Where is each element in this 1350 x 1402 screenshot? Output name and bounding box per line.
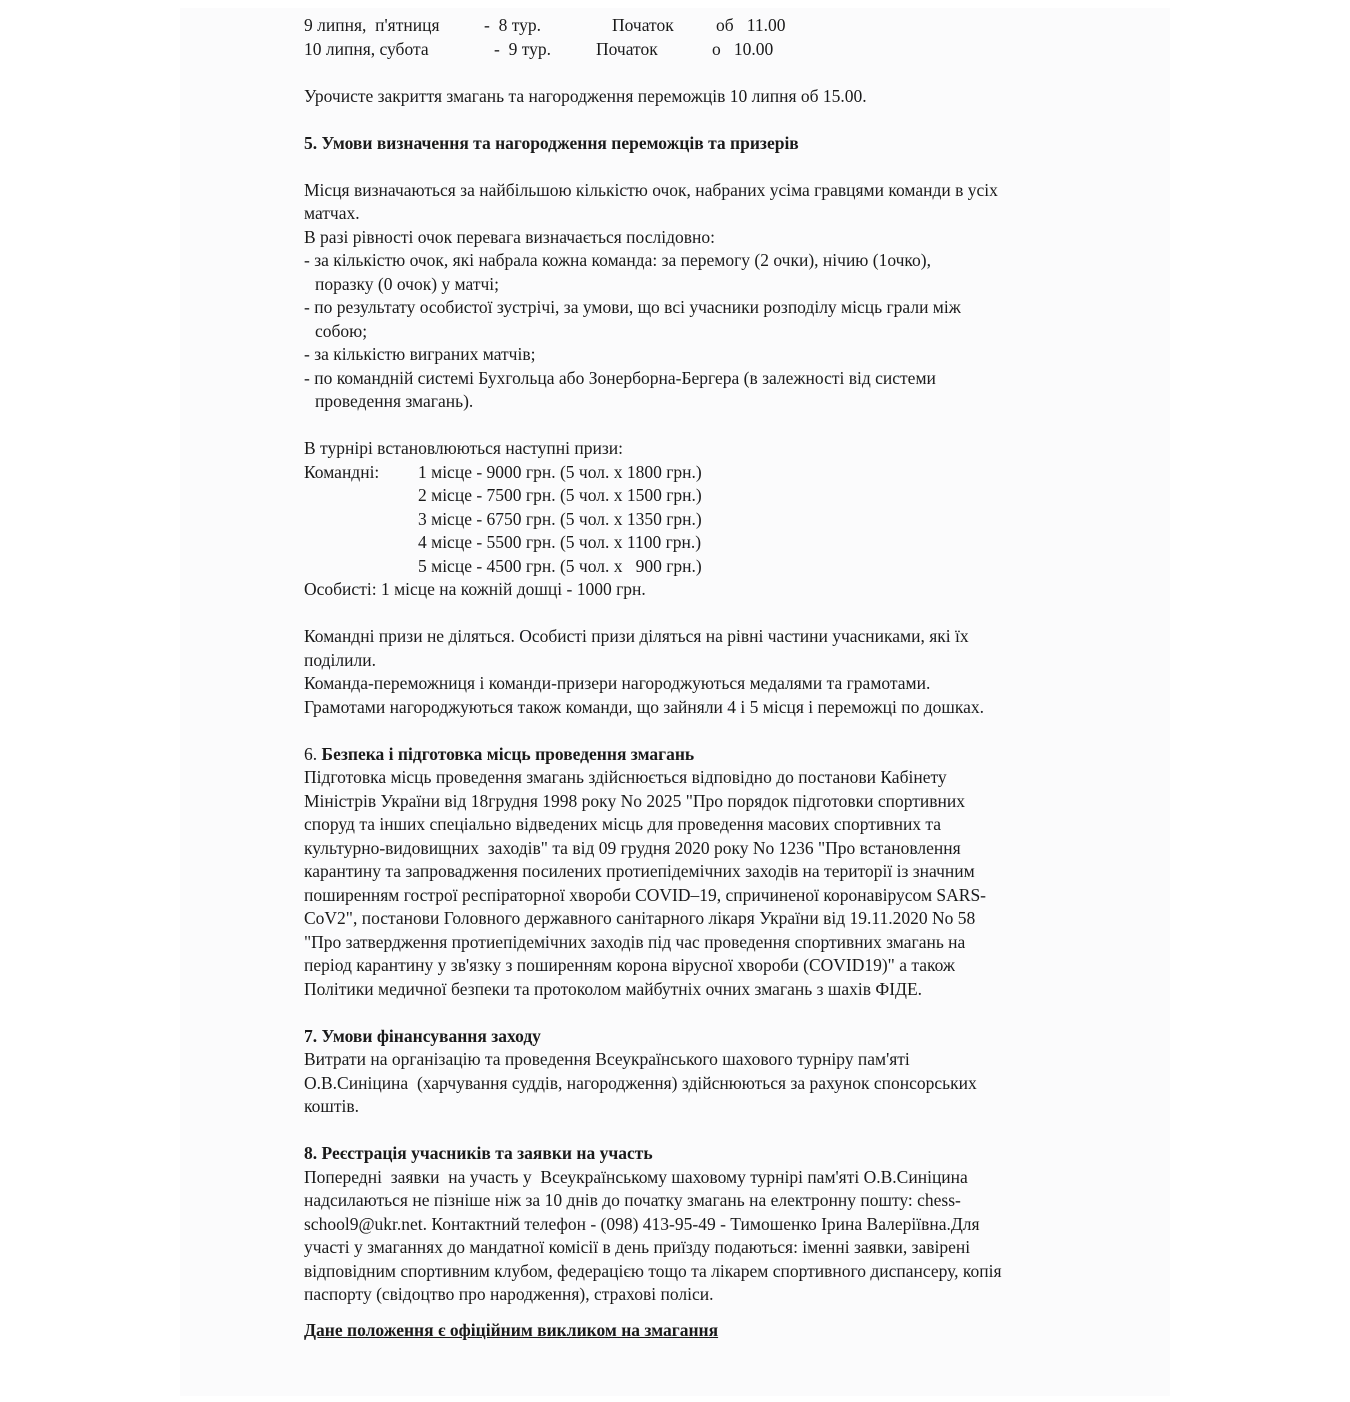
prize-row: 3 місце - 6750 грн. (5 чол. х 1350 грн.) (418, 508, 702, 529)
paragraph-line: культурно-видовищних заходів" та від 09 грудня 2020 року No 1236 "Про встановлення (304, 837, 961, 858)
paragraph-line: споруд та інших спеціально відведених місць для проведення масових спортивних та (304, 814, 942, 834)
list-item: - по командній системі Бухгольца або Зонерборна-Бергера (в залежності від системи (304, 367, 936, 388)
paragraph-line: "Про затвердження протиепідемічних заходів під час проведення спортивних змагань на (304, 931, 966, 952)
schedule-row: 9 липня, п'ятниця - 8 тур. Початок об 11.00 (304, 15, 786, 35)
section-8-heading: 8. Реєстрація учасників та заявки на участь (304, 1143, 653, 1163)
paragraph: поділили. (304, 649, 376, 670)
paragraph-line: Політики медичної безпеки та протоколом майбутніх очних змагань з шахів ФІДЕ. (304, 978, 923, 999)
paragraph-line: поширенням гострої респіраторної хвороби COVID–19, спричиненої коронавірусом SARS- (304, 884, 987, 905)
prizes-intro: В турнірі встановлюються наступні призи: (304, 438, 624, 458)
paragraph: Командні призи не діляться. Особисті призи діляться на рівні частини учасниками, які їх (304, 626, 969, 646)
prize-row: 5 місце - 4500 грн. (5 чол. х 900 грн.) (418, 555, 702, 576)
paragraph-line: Витрати на організацію та проведення Всеукраїнського шахового турніру пам'яті (304, 1049, 910, 1069)
paragraph: Команда-переможниця і команди-призери нагороджуються медалями та грамотами. (304, 673, 931, 693)
section-5-heading: 5. Умови визначення та нагородження переможців та призерів (304, 132, 799, 153)
list-item: - за кількістю очок, які набрала кожна команда: за перемогу (2 очки), нічию (1очко), (304, 250, 932, 270)
paragraph-line: О.В.Синіцина (харчування суддів, нагородження) здійснюються за рахунок спонсорських (304, 1072, 977, 1093)
paragraph: В разі рівності очок перевага визначається послідовно: (304, 226, 715, 247)
paragraph-line: Підготовка місць проведення змагань здійснюється відповідно до постанови Кабінету (304, 767, 947, 787)
paragraph-line: участі у змаганнях до мандатної комісії в день приїзду подаються: іменні заявки, завірені (304, 1237, 971, 1257)
paragraph-line: CoV2", постанови Головного державного санітарного лікаря України від 19.11.2020 No 58 (304, 908, 976, 928)
team-prizes (304, 461, 1124, 579)
prize-row: 2 місце - 7500 грн. (5 чол. х 1500 грн.) (418, 485, 702, 505)
paragraph: матчах. (304, 203, 360, 223)
paragraph-line: період карантину у зв'язку з поширенням корона вірусної хвороби (COVID19)" а також (304, 955, 955, 975)
paragraph: Грамотами нагороджуються також команди, що зайняли 4 і 5 місця і переможці по дошках. (304, 696, 984, 717)
paragraph-line: відповідним спортивним клубом, федерацією тощо та лікарем спортивного диспансеру, копія (304, 1260, 1002, 1281)
paragraph-line: коштів. (304, 1096, 359, 1116)
list-item-cont: собою; (315, 320, 368, 341)
paragraph-line: Попередні заявки на участь у Всеукраїнському шаховому турнірі пам'яті О.В.Синіцина (304, 1166, 968, 1187)
official-call-footer: Дане положення є офіційним викликом на змагання (304, 1319, 719, 1340)
prize-row: Командні: 1 місце - 9000 грн. (5 чол. х 1800 грн.) (304, 461, 702, 482)
closing-ceremony: Урочисте закриття змагань та нагородження переможців 10 липня об 15.00. (304, 85, 867, 106)
paragraph-line: Міністрів України від 18грудня 1998 року No 2025 "Про порядок підготовки спортивних (304, 790, 966, 811)
personal-prizes: Особисті: 1 місце на кожній дошці - 1000 грн. (304, 579, 646, 599)
paragraph-line: надсилаються не пізніше ніж за 10 днів до початку змагань на електронну пошту: chess- (304, 1190, 961, 1210)
schedule-row: 10 липня, субота - 9 тур. Початок о 10.00 (304, 38, 774, 59)
list-item: - за кількістю виграних матчів; (304, 344, 536, 364)
paragraph-line: карантину та запровадження посилених протиепідемічних заходів на території із значним (304, 861, 975, 881)
schedule (304, 14, 1124, 61)
paragraph-line: school9@ukr.net. Контактний телефон - (098) 413-95-49 - Тимошенко Ірина Валеріївна.Для (304, 1213, 980, 1234)
list-item-cont: проведення змагань). (315, 391, 474, 411)
document-content (304, 14, 1124, 1342)
paragraph-line: паспорту (свідоцтво про народження), страхові поліси. (304, 1284, 714, 1304)
section-7-heading: 7. Умови фінансування заходу (304, 1025, 541, 1046)
section-6-heading: 6. Безпека і підготовка місць проведення змагань (304, 743, 695, 764)
prize-row: 4 місце - 5500 грн. (5 чол. х 1100 грн.) (418, 532, 702, 552)
list-item: - по результату особистої зустрічі, за умови, що всі учасники розподілу місць грали між (304, 297, 961, 317)
list-item-cont: поразку (0 очок) у матчі; (315, 273, 499, 294)
paragraph: Місця визначаються за найбільшою кількістю очок, набраних усіма гравцями команди в усіх (304, 179, 998, 200)
